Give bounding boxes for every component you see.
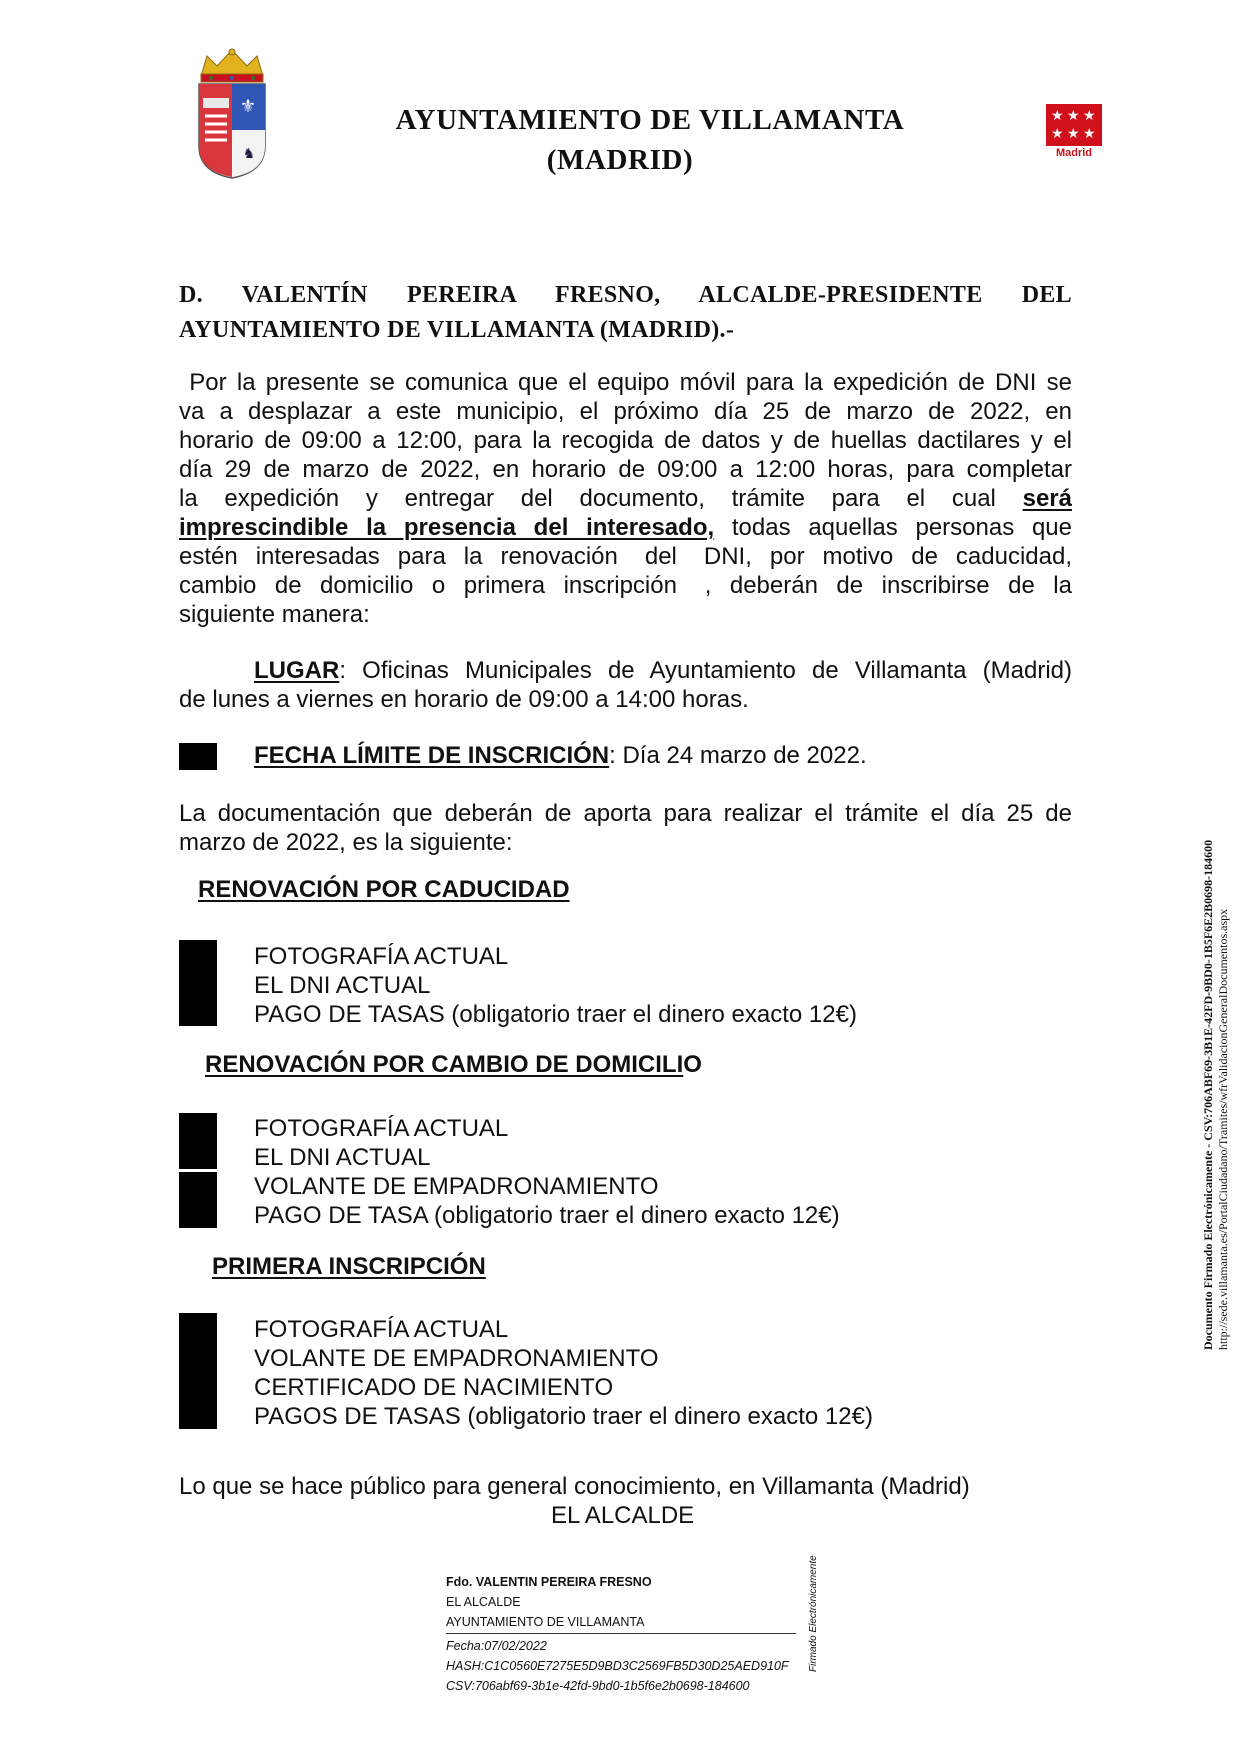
svg-text:⚜: ⚜	[239, 96, 257, 117]
list-item: VOLANTE DE EMPADRONAMIENTO	[254, 1345, 659, 1372]
intro-line	[179, 513, 1072, 542]
redaction-box	[179, 743, 217, 770]
list-item: FOTOGRAFÍA ACTUAL	[254, 1316, 509, 1343]
closing-signer: EL ALCALDE	[551, 1502, 695, 1529]
comunidad-madrid-logo	[1046, 104, 1102, 158]
signature-name: Fdo. VALENTIN PEREIRA FRESNO	[446, 1575, 652, 1589]
madrid-logo-word: Madrid	[1055, 147, 1093, 159]
intro-line: estén interesadas para la renovación del DNI, por motivo de caducidad,	[179, 543, 1072, 570]
intro-text: la expedición y entregar del documento, trámite para el cual	[179, 485, 1023, 512]
intro-paragraph	[179, 368, 1072, 629]
documentation-line: marzo de 2022, es la siguiente:	[179, 829, 513, 856]
intro-text: todas aquellas personas que	[714, 514, 1072, 541]
list-item: FOTOGRAFÍA ACTUAL	[254, 943, 509, 970]
redaction-box	[179, 1172, 217, 1228]
list-item: VOLANTE DE EMPADRONAMIENTO	[254, 1173, 659, 1200]
lugar-paragraph	[179, 656, 1072, 714]
intro-line: Por la presente se comunica que el equipo móvil para la expedición de DNI se	[179, 369, 1072, 396]
fecha-limite-text: : Día 24 marzo de 2022.	[609, 742, 867, 769]
intro-line: va a desplazar a este municipio, el próximo día 25 de marzo de 2022, en	[179, 398, 1072, 425]
page-title: AYUNTAMIENTO DE VILLAMANTA	[395, 104, 905, 136]
side-verification-stamp	[1201, 650, 1231, 1350]
madrid-flag-icon: ★ ★ ★ ★ ★ ★	[1046, 104, 1102, 146]
list-item: EL DNI ACTUAL	[254, 1144, 431, 1171]
documentation-paragraph	[179, 799, 1072, 857]
redaction-box	[179, 940, 217, 1026]
svg-text:♞: ♞	[242, 146, 256, 162]
list-item: PAGOS DE TASAS (obligatorio traer el dinero exacto 12€)	[254, 1403, 873, 1430]
closing-text: Lo que se hace público para general conocimiento, en Villamanta (Madrid)	[179, 1473, 970, 1500]
section-heading-caducidad	[198, 876, 570, 904]
redaction-box	[179, 1113, 217, 1169]
list-item: CERTIFICADO DE NACIMIENTO	[254, 1374, 614, 1401]
section-heading-domicilio	[205, 1051, 702, 1079]
mayor-heading	[179, 278, 1072, 348]
mayor-heading-line1: D. VALENTÍN PEREIRA FRESNO, ALCALDE-PRESIDENTE DEL	[179, 282, 1072, 308]
requirements-list-caducidad	[254, 942, 857, 1029]
signature-date: Fecha:07/02/2022	[446, 1639, 547, 1653]
side-stamp-url[interactable]: http://sede.villamanta.es/PortalCiudadano/Tramites/wfrValidacionGeneralDocumentos.aspx	[1216, 908, 1230, 1350]
section-heading-primera	[212, 1253, 486, 1281]
signature-vertical-label: Firmado Electrónicamente	[808, 1555, 819, 1672]
intro-line: día 29 de marzo de 2022, en horario de 09:00 a 12:00 horas, para completar	[179, 456, 1072, 483]
section-title: RENOVACIÓN POR CADUCIDAD	[198, 876, 570, 903]
villamanta-crest-logo	[193, 46, 271, 180]
signature-block	[446, 1572, 796, 1696]
list-item: PAGO DE TASAS (obligatorio traer el dinero exacto 12€)	[254, 1001, 857, 1028]
intro-line: horario de 09:00 a 12:00, para la recogida de datos y de huellas dactilares y el	[179, 427, 1072, 454]
requirements-list-domicilio	[254, 1114, 840, 1230]
section-title: RENOVACIÓN POR CAMBIO DE DOMICILI	[205, 1051, 684, 1078]
signature-org: AYUNTAMIENTO DE VILLAMANTA	[446, 1615, 645, 1629]
intro-emphasis: imprescindible la presencia del interesado,	[179, 514, 715, 541]
section-title-end: O	[683, 1051, 702, 1078]
list-item: PAGO DE TASA (obligatorio traer el dinero exacto 12€)	[254, 1202, 840, 1229]
side-stamp-line1: Documento Firmado Electrónicamente - CSV:706ABF69-3B1E-42FD-9BD0-1B5F6E2B0698-184600	[1201, 839, 1215, 1350]
intro-line: cambio de domicilio o primera inscripción , deberán de inscribirse de la	[179, 572, 1072, 599]
lugar-label: LUGAR	[254, 657, 340, 684]
intro-line	[179, 484, 1072, 513]
lugar-line	[179, 656, 1072, 685]
signature-divider	[446, 1633, 796, 1634]
lugar-text: : Oficinas Municipales de Ayuntamiento de Villamanta (Madrid)	[339, 657, 1072, 684]
signature-role: EL ALCALDE	[446, 1595, 521, 1609]
documentation-line: La documentación que deberán de aporta para realizar el trámite el día 25 de	[179, 800, 1072, 827]
fecha-limite-label: FECHA LÍMITE DE INSCRICIÓN	[254, 742, 610, 769]
fecha-limite-line	[254, 741, 867, 770]
redaction-box	[179, 1313, 217, 1429]
list-item: EL DNI ACTUAL	[254, 972, 431, 999]
signature-hash: HASH:C1C0560E7275E5D9BD3C2569FB5D30D25AED910F	[446, 1659, 789, 1673]
requirements-list-primera	[254, 1315, 873, 1431]
mayor-heading-line2: AYUNTAMIENTO DE VILLAMANTA (MADRID).-	[179, 317, 735, 343]
signature-csv: CSV:706abf69-3b1e-42fd-9bd0-1b5f6e2b0698-184600	[446, 1679, 750, 1693]
intro-line: siguiente manera:	[179, 601, 370, 628]
section-title: PRIMERA INSCRIPCIÓN	[212, 1253, 486, 1280]
list-item: FOTOGRAFÍA ACTUAL	[254, 1115, 509, 1142]
lugar-line: de lunes a viernes en horario de 09:00 a 14:00 horas.	[179, 686, 749, 713]
intro-emphasis: será	[1022, 485, 1072, 512]
page-subtitle: (MADRID)	[546, 144, 694, 176]
